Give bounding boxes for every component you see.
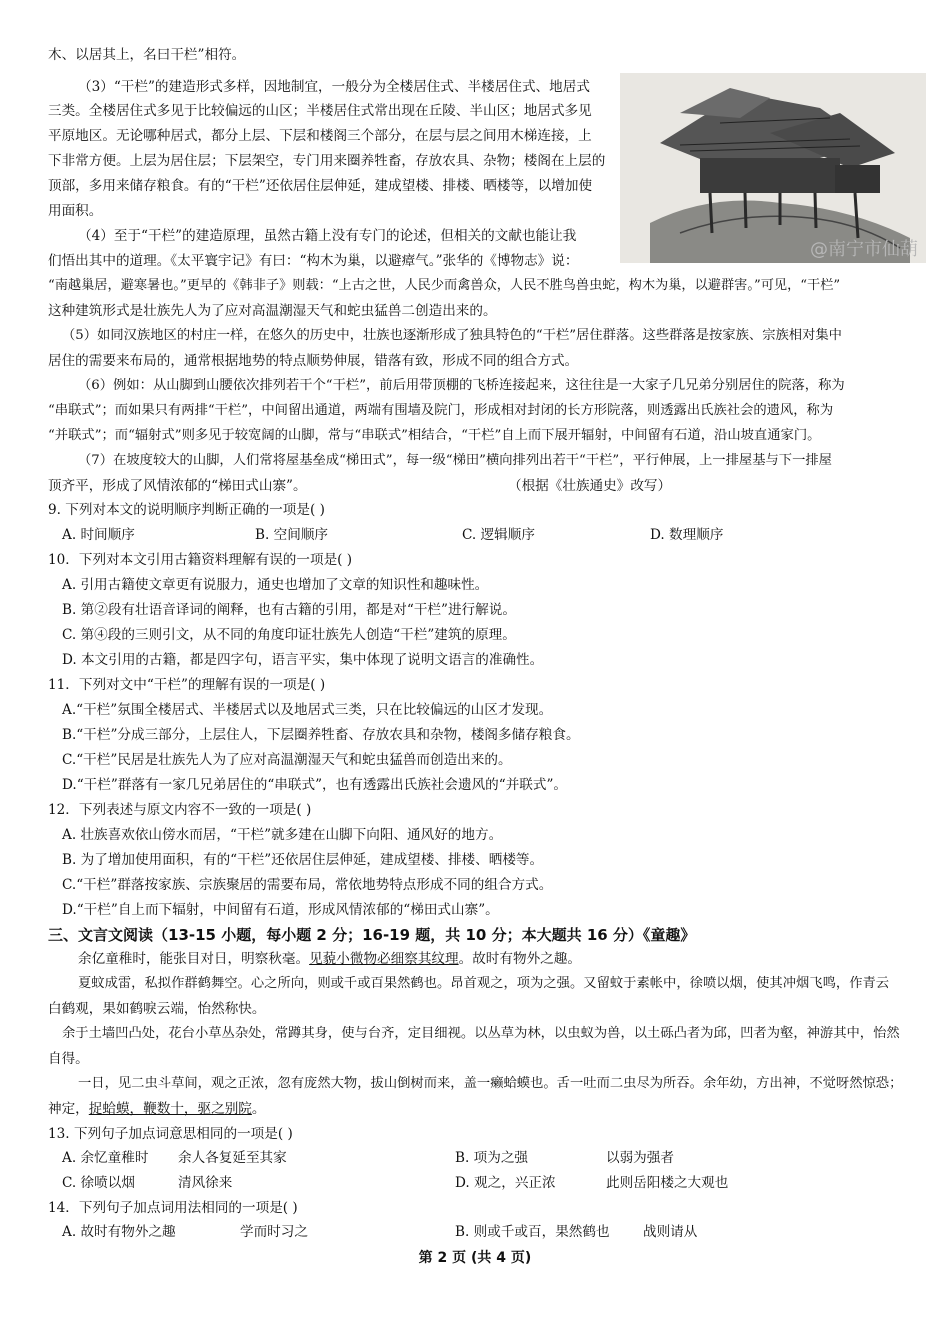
question-13: 13. 下列句子加点词意思相同的一项是( )	[48, 1126, 293, 1142]
question-11: 11．下列对文中“干栏”的理解有误的一项是( )	[48, 677, 326, 693]
q9-option-c: C. 逻辑顺序	[462, 527, 535, 543]
q13-option-a: A. 余忆童稚时	[62, 1150, 149, 1166]
passage-line: 下非常方便。上层为居住层；下层架空，专门用来圈养牲畜，存放农具、杂物；楼阁在上层的	[48, 153, 606, 169]
q13-option-c-pair: 清风徐来	[178, 1175, 233, 1191]
passage-line: 这种建筑形式是壮族先人为了应对高温潮湿天气和蛇虫猛兽二创造出来的。	[48, 303, 497, 319]
q12-option: A. 壮族喜欢依山傍水而居，“干栏”就多建在山脚下向阳、通风好的地方。	[62, 827, 503, 843]
q10-option: D. 本文引用的古籍，都是四字句，语言平实，集中体现了说明文语言的准确性。	[62, 652, 544, 668]
q11-option: A.“干栏”氛围全楼居式、半楼居式以及地居式三类，只在比较偏远的山区才发现。	[62, 702, 553, 718]
underlined-sentence: 见藐小微物必细察其纹理	[309, 951, 459, 967]
passage-line: （5）如同汉族地区的村庄一样，在悠久的历史中，壮族也逐渐形成了独具特色的“干栏”居住群落。这些群落是按家族、宗族相对集中	[62, 328, 842, 343]
q12-option: D.“干栏”自上而下辐射，中间留有石道，形成风情浓郁的“梯田式山寨”。	[62, 902, 499, 918]
q11-option: D.“干栏”群落有一家几兄弟居住的“串联式”，也有透露出氏族社会遗风的“并联式”。	[62, 777, 568, 793]
section-3-title: 三、文言文阅读（13-15 小题，每小题 2 分；16-19 题，共 10 分；本大题共 16 分）《童趣》	[48, 926, 696, 944]
underlined-sentence: 捉蛤蟆，鞭数十，驱之别院	[88, 1101, 252, 1117]
ganlan-house-figure	[620, 73, 926, 263]
passage-line: 用面积。	[48, 203, 103, 219]
q13-option-b: B. 项为之强	[455, 1150, 529, 1166]
classical-text-line: 神定，捉蛤蟆，鞭数十，驱之别院。	[48, 1101, 266, 1117]
q10-option: B. 第②段有壮语音译词的阐释，也有古籍的引用，都是对“干栏”进行解说。	[62, 602, 516, 618]
image-watermark: @南宁市仙葫	[810, 239, 918, 260]
q11-option: B.“干栏”分成三部分，上层住人，下层圈养牲畜、存放农具和杂物，楼阁多储存粮食。	[62, 727, 580, 743]
passage-line: （7）在坡度较大的山脚，人们常将屋基垒成“梯田式”，每一级“梯田”横向排列出若干“干栏”，平行伸展，上一排屋基与下一排屋	[78, 453, 832, 468]
question-12: 12．下列表述与原文内容不一致的一项是( )	[48, 802, 312, 818]
passage-line: 居住的需要来布局的，通常根据地势的特点顺势伸展，错落有致，形成不同的组合方式。	[48, 353, 579, 369]
question-10: 10．下列对本文引用古籍资料理解有误的一项是( )	[48, 552, 353, 568]
passage-line: 们悟出其中的道理。《太平寰宇记》有曰：“构木为巢，以避瘴气。”张华的《博物志》说：	[48, 253, 579, 269]
classical-text-line: 余于土墙凹凸处，花台小草丛杂处，常蹲其身，使与台齐，定目细视。以丛草为林，以虫蚁为兽，以土砾凸者为邱，凹者为壑，神游其中，怡然	[62, 1026, 900, 1041]
page-footer: 第 2 页 (共 4 页)	[418, 1250, 532, 1266]
q12-option: B. 为了增加使用面积，有的“干栏”还依居住层伸延，建成望楼、排楼、晒楼等。	[62, 852, 544, 868]
passage-line: “南越巢居，避寒暑也。”更早的《韩非子》则载：“上古之世，人民少而禽兽众，人民不胜鸟兽虫蛇，构木为巢，以避群害。”可见，“干栏”	[48, 278, 841, 293]
passage-line: 顶部，多用来储存粮食。有的“干栏”还依居住层伸延，建成望楼、排楼、晒楼等，以增加使	[48, 178, 593, 194]
q9-option-d: D. 数理顺序	[650, 527, 724, 543]
passage-line: 顶齐平，形成了风情浓郁的“梯田式山寨”。	[48, 478, 307, 494]
q9-option-a: A. 时间顺序	[62, 527, 135, 543]
passage-line: 三类。全楼居住式多见于比较偏远的山区；半楼居住式常出现在丘陵、半山区；地居式多见	[48, 103, 592, 119]
q14-option-b: B. 则或千或百，果然鹤也	[455, 1224, 610, 1240]
q14-option-a: A. 故时有物外之趣	[62, 1224, 176, 1240]
q13-option-b-pair: 以弱为强者	[606, 1150, 674, 1166]
passage-line: 平原地区。无论哪种居式，都分上层、下层和楼阁三个部分，在层与层之间用木梯连接，上	[48, 128, 592, 144]
q12-option: C.“干栏”群落按家族、宗族聚居的需要布局，常依地势特点形成不同的组合方式。	[62, 877, 553, 893]
question-9: 9. 下列对本文的说明顺序判断正确的一项是( )	[48, 502, 325, 518]
q9-option-b: B. 空间顺序	[255, 527, 329, 543]
classical-text-line: 一日，见二虫斗草间，观之正浓，忽有庞然大物，拔山倒树而来，盖一癞蛤蟆也。舌一吐而二虫尽为所吞。余年幼，方出神，不觉呀然惊恐；	[78, 1076, 903, 1091]
passage-line: （3）“干栏”的建造形式多样，因地制宜，一般分为全楼居住式、半楼居住式、地居式	[78, 79, 590, 95]
passage-line: （6）例如：从山脚到山腰依次排列若干个“干栏”，前后用带顶棚的飞桥连接起来，这往往是一大家子几兄弟分别居住的院落，称为	[78, 378, 845, 393]
q13-option-d: D. 观之，兴正浓	[455, 1175, 556, 1191]
classical-text-line: 自得。	[48, 1051, 89, 1067]
classical-text-line: 白鹤观，果如鹤唳云端，怡然称快。	[48, 1001, 266, 1017]
q14-option-a-pair: 学而时习之	[240, 1224, 308, 1240]
q11-option: C.“干栏”民居是壮族先人为了应对高温潮湿天气和蛇虫猛兽而创造出来的。	[62, 752, 512, 768]
q13-option-a-pair: 余人各复延至其家	[178, 1150, 287, 1166]
passage-line: “串联式”；而如果只有两排“干栏”，中间留出通道，两端有围墙及院门，形成相对封闭的长方形院落，则透露出氏族社会的遗风，称为	[48, 403, 834, 418]
classical-text-line: 余亿童稚时，能张目对日，明察秋毫。见藐小微物必细察其纹理。故时有物外之趣。	[78, 951, 581, 967]
q13-option-d-pair: 此则岳阳楼之大观也	[606, 1175, 729, 1191]
classical-text-line: 夏蚊成雷，私拟作群鹤舞空。心之所向，则或千或百果然鹤也。昂首观之，项为之强。又留蚊于素帐中，徐喷以烟，使其冲烟飞鸣，作青云	[78, 976, 890, 991]
q10-option: A. 引用古籍使文章更有说服力，通史也增加了文章的知识性和趣味性。	[62, 577, 489, 593]
q10-option: C. 第④段的三则引文，从不同的角度印证壮族先人创造“干栏”建筑的原理。	[62, 627, 516, 643]
q13-option-c: C. 徐喷以烟	[62, 1175, 135, 1191]
passage-line: “并联式”；而“辐射式”则多见于较宽阔的山脚，常与“串联式”相结合，“干栏”自上而下展开辐射，中间留有石道，沿山坡直通家门。	[48, 428, 821, 443]
passage-line: 木、以居其上，名曰干栏”相符。	[48, 47, 246, 63]
passage-line: （4）至于“干栏”的建造原理，虽然古籍上没有专门的论述，但相关的文献也能让我	[78, 228, 577, 244]
q14-option-b-pair: 战则请从	[643, 1224, 698, 1240]
source-note: （根据《壮族通史》改写）	[508, 478, 672, 494]
question-14: 14．下列句子加点词用法相同的一项是( )	[48, 1200, 298, 1216]
